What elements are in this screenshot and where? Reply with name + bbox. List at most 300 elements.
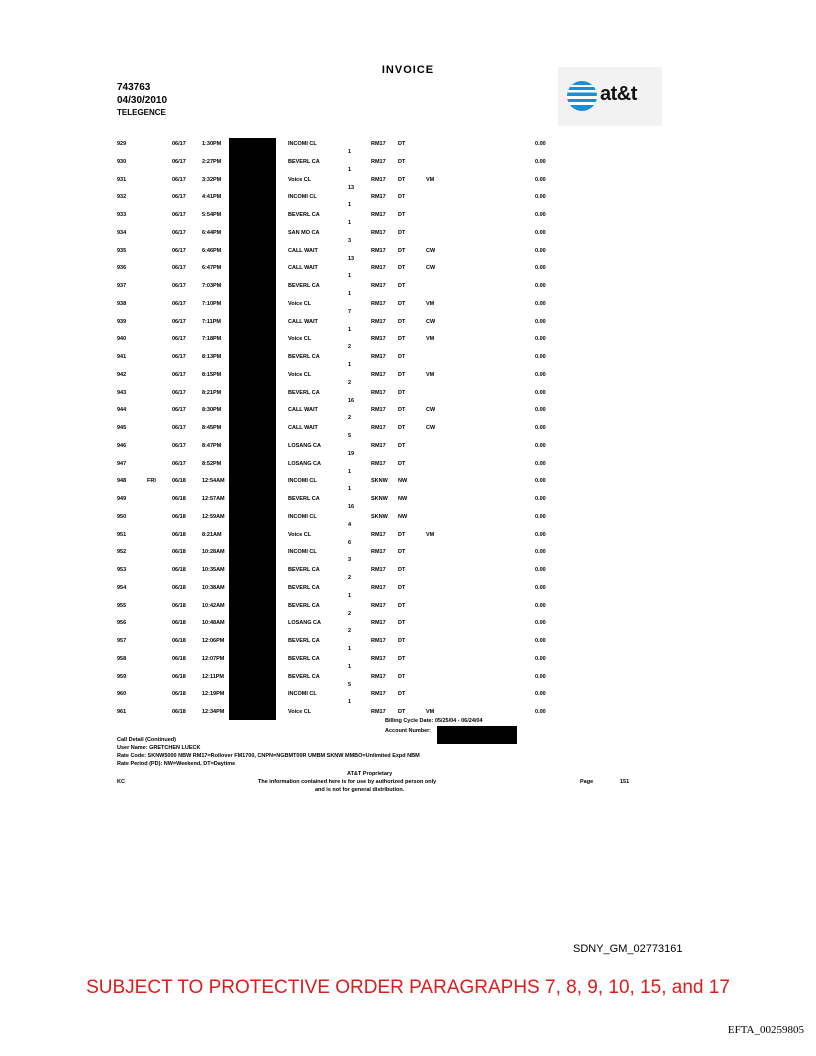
cell-rate: RM17 bbox=[371, 531, 386, 538]
table-row bbox=[0, 585, 816, 599]
cell-amt: 0.00 bbox=[535, 460, 546, 467]
cell-feat: VM bbox=[426, 336, 435, 343]
cell-date: 06/18 bbox=[172, 531, 186, 538]
duration-value: 3 bbox=[348, 237, 352, 244]
cell-place: BEVERL CA bbox=[288, 354, 320, 360]
table-row bbox=[0, 656, 816, 670]
table-row bbox=[0, 603, 816, 617]
duration-value: 1 bbox=[348, 220, 352, 226]
cell-date: 06/18 bbox=[172, 478, 186, 485]
company-name: TELEGENCE bbox=[117, 108, 166, 117]
cell-place: CALL WAIT bbox=[288, 318, 318, 325]
table-row bbox=[0, 354, 816, 368]
cell-n: 952 bbox=[117, 549, 127, 556]
cell-date: 06/18 bbox=[172, 496, 186, 502]
cell-time: 8:47PM bbox=[202, 442, 222, 449]
duration-value: 1 bbox=[348, 646, 352, 652]
account-number-label: Account Number: bbox=[385, 728, 432, 734]
cell-ptype: DT bbox=[398, 354, 406, 360]
kc-label: KC bbox=[117, 779, 125, 785]
cell-ptype: DT bbox=[398, 602, 406, 609]
duration-value: 2 bbox=[348, 575, 352, 581]
duration-value: 4 bbox=[348, 521, 352, 528]
cell-place: INCOMI CL bbox=[288, 549, 317, 556]
cell-n: 957 bbox=[117, 638, 127, 644]
cell-date: 06/17 bbox=[172, 354, 186, 360]
table-row bbox=[0, 638, 816, 652]
cell-place: BEVERL CA bbox=[288, 584, 320, 591]
cell-rate: RM17 bbox=[371, 141, 386, 147]
cell-place: INCOMI CL bbox=[288, 194, 317, 201]
cell-n: 933 bbox=[117, 212, 127, 218]
cell-rate: RM17 bbox=[371, 602, 386, 609]
cell-place: CALL WAIT bbox=[288, 247, 318, 254]
duration-value: 2 bbox=[348, 628, 352, 635]
cell-amt: 0.00 bbox=[535, 602, 546, 609]
cell-rate: SKNW bbox=[371, 478, 388, 485]
cell-place: INCOMI CL bbox=[288, 141, 317, 147]
info-line-2: and is not for general distribution. bbox=[315, 787, 405, 793]
cell-n: 930 bbox=[117, 158, 127, 165]
cell-time: 12:06PM bbox=[202, 638, 225, 644]
cell-rate: RM17 bbox=[371, 283, 386, 289]
cell-amt: 0.00 bbox=[535, 442, 546, 449]
cell-time: 12:59AM bbox=[202, 513, 225, 520]
cell-n: 938 bbox=[117, 300, 127, 307]
cell-date: 06/17 bbox=[172, 212, 186, 218]
cell-rate: RM17 bbox=[371, 354, 386, 360]
cell-amt: 0.00 bbox=[535, 709, 546, 715]
cell-time: 6:46PM bbox=[202, 247, 222, 254]
call-detail-label: Call Detail (Continued) bbox=[117, 737, 176, 743]
duration-value: 1 bbox=[348, 362, 352, 368]
cell-amt: 0.00 bbox=[535, 425, 546, 431]
duration-value: 2 bbox=[348, 344, 352, 351]
table-row bbox=[0, 141, 816, 155]
cell-place: CALL WAIT bbox=[288, 407, 318, 414]
cell-ptype: DT bbox=[398, 247, 406, 254]
cell-date: 06/17 bbox=[172, 336, 186, 343]
cell-place: BEVERL CA bbox=[288, 283, 320, 289]
cell-ptype: DT bbox=[398, 425, 406, 431]
cell-date: 06/17 bbox=[172, 389, 186, 396]
cell-rate: RM17 bbox=[371, 709, 386, 715]
cell-place: BEVERL CA bbox=[288, 638, 320, 644]
cell-amt: 0.00 bbox=[535, 513, 546, 520]
cell-rate: RM17 bbox=[371, 425, 386, 431]
cell-amt: 0.00 bbox=[535, 229, 546, 236]
cell-ptype: DT bbox=[398, 194, 406, 201]
cell-n: 946 bbox=[117, 442, 127, 449]
cell-amt: 0.00 bbox=[535, 141, 546, 147]
cell-rate: RM17 bbox=[371, 655, 386, 662]
cell-place: INCOMI CL bbox=[288, 513, 317, 520]
table-row bbox=[0, 283, 816, 297]
cell-amt: 0.00 bbox=[535, 212, 546, 218]
cell-amt: 0.00 bbox=[535, 283, 546, 289]
cell-date: 06/18 bbox=[172, 638, 186, 644]
cell-rate: RM17 bbox=[371, 300, 386, 307]
cell-date: 06/18 bbox=[172, 584, 186, 591]
duration-value: 2 bbox=[348, 610, 352, 617]
billing-cycle: Billing Cycle Date: 05/25/04 - 06/24/04 bbox=[385, 718, 483, 724]
cell-place: Voice CL bbox=[288, 531, 312, 538]
account-redaction bbox=[437, 726, 517, 744]
cell-ptype: DT bbox=[398, 283, 406, 289]
cell-amt: 0.00 bbox=[535, 389, 546, 396]
duration-value: 1 bbox=[348, 486, 352, 493]
cell-ptype: DT bbox=[398, 336, 406, 343]
cell-date: 06/17 bbox=[172, 176, 186, 183]
cell-date: 06/18 bbox=[172, 602, 186, 609]
cell-date: 06/17 bbox=[172, 442, 186, 449]
cell-rate: RM17 bbox=[371, 460, 386, 467]
cell-n: 941 bbox=[117, 354, 127, 360]
cell-place: BEVERL CA bbox=[288, 496, 320, 502]
cell-place: BEVERL CA bbox=[288, 567, 320, 573]
cell-date: 06/17 bbox=[172, 229, 186, 236]
cell-date: 06/18 bbox=[172, 549, 186, 556]
table-row bbox=[0, 212, 816, 226]
duration-value: 1 bbox=[348, 273, 352, 280]
cell-place: CALL WAIT bbox=[288, 425, 318, 431]
cell-n: 939 bbox=[117, 318, 127, 325]
cell-ptype: DT bbox=[398, 176, 406, 183]
cell-n: 944 bbox=[117, 407, 127, 414]
cell-amt: 0.00 bbox=[535, 638, 546, 644]
cell-date: 06/18 bbox=[172, 709, 186, 715]
cell-feat: CW bbox=[426, 265, 436, 272]
cell-feat: CW bbox=[426, 318, 436, 325]
cell-rate: RM17 bbox=[371, 549, 386, 556]
cell-amt: 0.00 bbox=[535, 584, 546, 591]
cell-feat: VM bbox=[426, 176, 435, 183]
table-row bbox=[0, 620, 816, 634]
cell-ptype: DT bbox=[398, 442, 406, 449]
cell-date: 06/17 bbox=[172, 407, 186, 414]
duration-value: 2 bbox=[348, 415, 352, 422]
table-row bbox=[0, 532, 816, 546]
duration-value: 13 bbox=[348, 255, 355, 262]
cell-place: BEVERL CA bbox=[288, 212, 320, 218]
cell-ptype: DT bbox=[398, 389, 406, 396]
table-row bbox=[0, 425, 816, 439]
cell-time: 4:41PM bbox=[202, 194, 222, 201]
cell-ptype: DT bbox=[398, 531, 406, 538]
cell-date: 06/17 bbox=[172, 318, 186, 325]
cell-place: LOSANG CA bbox=[288, 460, 321, 467]
duration-value: 7 bbox=[348, 308, 352, 315]
cell-rate: RM17 bbox=[371, 194, 386, 201]
duration-value: 1 bbox=[348, 166, 352, 173]
cell-time: 7:03PM bbox=[202, 283, 222, 289]
cell-ptype: DT bbox=[398, 549, 406, 556]
duration-value: 16 bbox=[348, 504, 355, 510]
cell-n: 931 bbox=[117, 176, 127, 183]
cell-day: FRI bbox=[147, 478, 156, 485]
cell-n: 953 bbox=[117, 567, 127, 573]
cell-place: INCOMI CL bbox=[288, 691, 317, 698]
cell-amt: 0.00 bbox=[535, 691, 546, 698]
cell-n: 950 bbox=[117, 513, 127, 520]
duration-value: 19 bbox=[348, 450, 355, 457]
cell-rate: RM17 bbox=[371, 176, 386, 183]
table-row bbox=[0, 461, 816, 475]
duration-value: 1 bbox=[348, 663, 352, 670]
cell-amt: 0.00 bbox=[535, 371, 546, 378]
duration-value: 13 bbox=[348, 184, 355, 191]
cell-rate: RM17 bbox=[371, 389, 386, 396]
cell-time: 8:13PM bbox=[202, 354, 222, 360]
cell-rate: RM17 bbox=[371, 638, 386, 644]
duration-value: 1 bbox=[348, 202, 352, 209]
account-ref: 743763 bbox=[117, 82, 151, 93]
cell-date: 06/17 bbox=[172, 194, 186, 201]
cell-rate: RM17 bbox=[371, 673, 386, 680]
cell-place: LOSANG CA bbox=[288, 442, 321, 449]
cell-ptype: DT bbox=[398, 158, 406, 165]
cell-time: 7:10PM bbox=[202, 300, 222, 307]
cell-date: 06/17 bbox=[172, 425, 186, 431]
cell-n: 954 bbox=[117, 584, 127, 591]
cell-time: 3:32PM bbox=[202, 176, 222, 183]
cell-time: 1:30PM bbox=[202, 141, 222, 147]
table-row bbox=[0, 567, 816, 581]
cell-ptype: DT bbox=[398, 673, 406, 680]
cell-date: 06/17 bbox=[172, 283, 186, 289]
table-row bbox=[0, 177, 816, 191]
cell-amt: 0.00 bbox=[535, 655, 546, 662]
cell-amt: 0.00 bbox=[535, 247, 546, 254]
cell-time: 10:38AM bbox=[202, 584, 225, 591]
info-line-1: The information contained here is for use by authorized person only bbox=[258, 779, 437, 785]
cell-ptype: DT bbox=[398, 141, 406, 147]
cell-ptype: DT bbox=[398, 567, 406, 573]
proprietary: AT&T Proprietary bbox=[347, 771, 393, 777]
cell-feat: VM bbox=[426, 300, 435, 307]
cell-feat: CW bbox=[426, 425, 436, 431]
cell-date: 06/17 bbox=[172, 265, 186, 272]
invoice-date: 04/30/2010 bbox=[117, 95, 168, 106]
cell-date: 06/18 bbox=[172, 567, 186, 573]
cell-time: 8:21AM bbox=[202, 531, 222, 538]
cell-date: 06/18 bbox=[172, 655, 186, 662]
duration-value: 3 bbox=[348, 557, 352, 564]
cell-n: 947 bbox=[117, 460, 127, 467]
cell-time: 10:42AM bbox=[202, 602, 225, 609]
cell-time: 8:52PM bbox=[202, 460, 222, 467]
cell-rate: RM17 bbox=[371, 691, 386, 698]
cell-time: 10:35AM bbox=[202, 567, 225, 573]
cell-place: INCOMI CL bbox=[288, 478, 317, 485]
cell-place: LOSANG CA bbox=[288, 620, 321, 627]
cell-rate: RM17 bbox=[371, 158, 386, 165]
cell-ptype: NW bbox=[398, 496, 408, 502]
duration-value: 1 bbox=[348, 149, 352, 155]
cell-amt: 0.00 bbox=[535, 407, 546, 414]
cell-ptype: DT bbox=[398, 212, 406, 218]
cell-amt: 0.00 bbox=[535, 336, 546, 343]
cell-amt: 0.00 bbox=[535, 496, 546, 502]
cell-date: 06/17 bbox=[172, 158, 186, 165]
cell-date: 06/17 bbox=[172, 247, 186, 254]
cell-feat: CW bbox=[426, 407, 436, 414]
cell-amt: 0.00 bbox=[535, 300, 546, 307]
table-row bbox=[0, 549, 816, 563]
cell-n: 935 bbox=[117, 247, 127, 254]
cell-rate: RM17 bbox=[371, 229, 386, 236]
table-row bbox=[0, 265, 816, 279]
cell-time: 12:11PM bbox=[202, 673, 225, 680]
cell-n: 961 bbox=[117, 709, 127, 715]
table-row bbox=[0, 496, 816, 510]
cell-amt: 0.00 bbox=[535, 549, 546, 556]
cell-rate: RM17 bbox=[371, 584, 386, 591]
table-row bbox=[0, 336, 816, 350]
cell-time: 10:28AM bbox=[202, 549, 225, 556]
cell-place: Voice CL bbox=[288, 709, 312, 715]
duration-value: 6 bbox=[348, 539, 352, 546]
cell-time: 10:48AM bbox=[202, 620, 225, 627]
cell-n: 934 bbox=[117, 229, 127, 236]
protective-order-notice: SUBJECT TO PROTECTIVE ORDER PARAGRAPHS 7, 8, 9, 10, 15, and 17 bbox=[86, 977, 730, 998]
cell-date: 06/18 bbox=[172, 513, 186, 520]
cell-rate: RM17 bbox=[371, 212, 386, 218]
cell-place: Voice CL bbox=[288, 336, 312, 343]
cell-time: 6:44PM bbox=[202, 229, 222, 236]
cell-ptype: NW bbox=[398, 478, 408, 485]
rate-period: Rate Period (PD): NW=Weekend, DT=Daytime bbox=[117, 761, 236, 767]
cell-n: 948 bbox=[117, 478, 127, 485]
cell-amt: 0.00 bbox=[535, 620, 546, 627]
table-row bbox=[0, 478, 816, 492]
cell-ptype: NW bbox=[398, 513, 408, 520]
cell-time: 5:54PM bbox=[202, 212, 222, 218]
cell-date: 06/17 bbox=[172, 300, 186, 307]
cell-n: 956 bbox=[117, 620, 127, 627]
cell-rate: RM17 bbox=[371, 318, 386, 325]
cell-n: 929 bbox=[117, 141, 127, 147]
cell-time: 12:34PM bbox=[202, 709, 225, 715]
efta-number: EFTA_00259805 bbox=[727, 1024, 804, 1036]
cell-ptype: DT bbox=[398, 460, 406, 467]
cell-place: BEVERL CA bbox=[288, 158, 320, 165]
cell-time: 12:54AM bbox=[202, 478, 225, 485]
cell-amt: 0.00 bbox=[535, 478, 546, 485]
cell-ptype: DT bbox=[398, 300, 406, 307]
cell-place: CALL WAIT bbox=[288, 265, 318, 272]
cell-time: 2:27PM bbox=[202, 158, 222, 165]
cell-amt: 0.00 bbox=[535, 318, 546, 325]
cell-place: SAN MO CA bbox=[288, 229, 320, 236]
cell-date: 06/18 bbox=[172, 691, 186, 698]
cell-rate: SKNW bbox=[371, 496, 388, 502]
cell-rate: RM17 bbox=[371, 247, 386, 254]
cell-n: 936 bbox=[117, 265, 127, 272]
cell-place: BEVERL CA bbox=[288, 389, 320, 396]
duration-value: 1 bbox=[348, 326, 352, 333]
cell-ptype: DT bbox=[398, 229, 406, 236]
cell-feat: VM bbox=[426, 371, 435, 378]
cell-n: 958 bbox=[117, 655, 127, 662]
page-number: 151 bbox=[620, 779, 630, 785]
cell-rate: RM17 bbox=[371, 442, 386, 449]
cell-ptype: DT bbox=[398, 407, 406, 414]
cell-ptype: DT bbox=[398, 691, 406, 698]
cell-time: 8:21PM bbox=[202, 389, 222, 396]
table-row bbox=[0, 691, 816, 705]
cell-ptype: DT bbox=[398, 709, 406, 715]
duration-value: 1 bbox=[348, 468, 352, 475]
cell-date: 06/17 bbox=[172, 141, 186, 147]
duration-value: 1 bbox=[348, 291, 352, 297]
cell-n: 960 bbox=[117, 691, 127, 698]
cell-time: 7:18PM bbox=[202, 336, 222, 343]
cell-feat: VM bbox=[426, 531, 435, 538]
cell-ptype: DT bbox=[398, 638, 406, 644]
cell-date: 06/18 bbox=[172, 620, 186, 627]
cell-n: 942 bbox=[117, 371, 127, 378]
cell-amt: 0.00 bbox=[535, 176, 546, 183]
table-row bbox=[0, 159, 816, 173]
duration-value: 5 bbox=[348, 433, 352, 439]
cell-rate: SKNW bbox=[371, 513, 388, 520]
cell-place: Voice CL bbox=[288, 176, 312, 183]
cell-rate: RM17 bbox=[371, 265, 386, 272]
cell-time: 8:15PM bbox=[202, 371, 222, 378]
cell-amt: 0.00 bbox=[535, 673, 546, 680]
table-row bbox=[0, 194, 816, 208]
cell-amt: 0.00 bbox=[535, 265, 546, 272]
cell-place: BEVERL CA bbox=[288, 655, 320, 662]
cell-place: Voice CL bbox=[288, 300, 312, 307]
cell-ptype: DT bbox=[398, 655, 406, 662]
cell-time: 6:47PM bbox=[202, 265, 222, 272]
cell-date: 06/17 bbox=[172, 460, 186, 467]
cell-n: 951 bbox=[117, 531, 127, 538]
cell-amt: 0.00 bbox=[535, 567, 546, 573]
cell-n: 937 bbox=[117, 283, 127, 289]
duration-value: 1 bbox=[348, 699, 352, 706]
cell-place: BEVERL CA bbox=[288, 673, 320, 680]
cell-n: 943 bbox=[117, 389, 127, 396]
table-row bbox=[0, 407, 816, 421]
cell-rate: RM17 bbox=[371, 336, 386, 343]
cell-n: 959 bbox=[117, 673, 127, 680]
cell-time: 8:30PM bbox=[202, 407, 222, 414]
bates-number: SDNY_GM_02773161 bbox=[573, 943, 683, 955]
cell-rate: RM17 bbox=[371, 371, 386, 378]
duration-value: 5 bbox=[348, 681, 352, 688]
cell-rate: RM17 bbox=[371, 567, 386, 573]
cell-rate: RM17 bbox=[371, 620, 386, 627]
cell-ptype: DT bbox=[398, 620, 406, 627]
table-row bbox=[0, 372, 816, 386]
table-row bbox=[0, 390, 816, 404]
cell-n: 940 bbox=[117, 336, 127, 343]
cell-n: 949 bbox=[117, 496, 127, 502]
cell-rate: RM17 bbox=[371, 407, 386, 414]
cell-ptype: DT bbox=[398, 371, 406, 378]
cell-feat: VM bbox=[426, 709, 435, 715]
duration-value: 2 bbox=[348, 379, 352, 386]
duration-value: 1 bbox=[348, 592, 352, 599]
cell-time: 8:45PM bbox=[202, 425, 222, 431]
cell-time: 12:07PM bbox=[202, 655, 225, 662]
table-row bbox=[0, 301, 816, 315]
cell-place: Voice CL bbox=[288, 371, 312, 378]
cell-amt: 0.00 bbox=[535, 158, 546, 165]
